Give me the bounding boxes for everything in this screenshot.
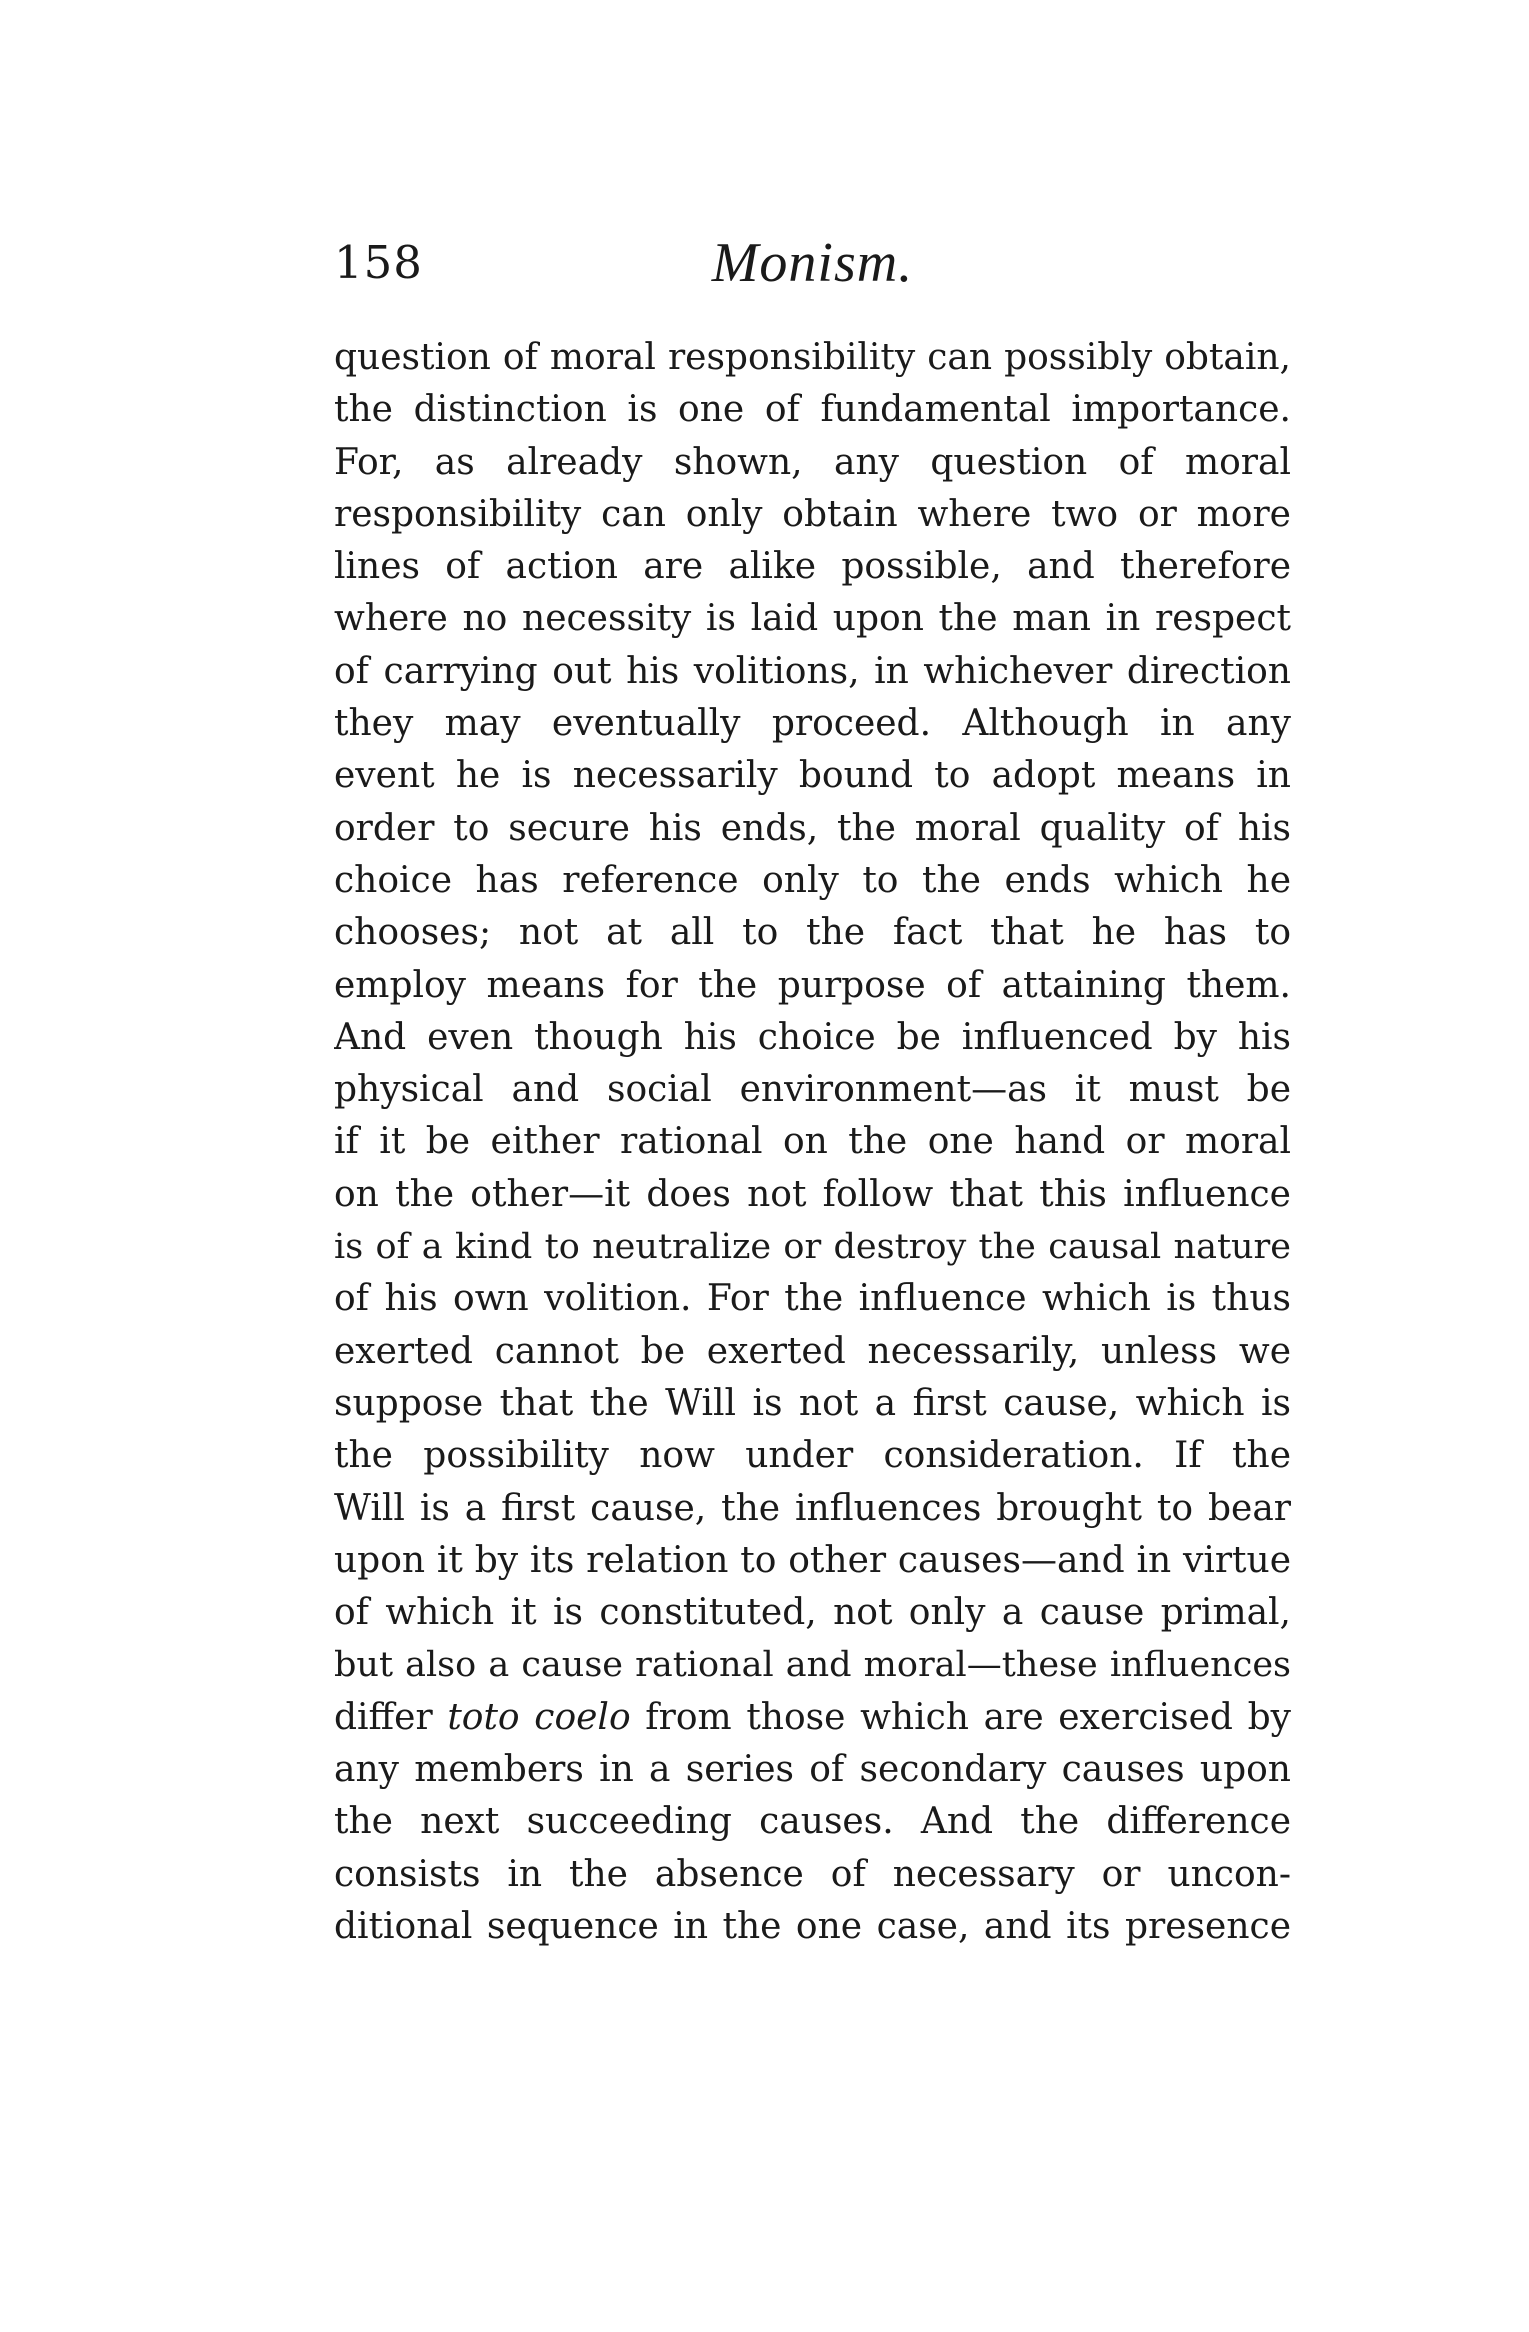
running-title: Monism. [711,232,914,294]
text-line: ditional sequence in the one case, and its presence [334,1905,1291,1947]
text-segment: from those which are exercised by [630,1696,1291,1738]
text-line: but also a cause rational and moral—these influences [334,1645,1291,1686]
text-line: And even though his choice be influenced by his [334,1016,1291,1058]
text-line: chooses; not at all to the fact that he has to [334,912,1291,954]
text-line: the distinction is one of fundamental importance. [334,389,1291,431]
text-segment: differ [334,1696,448,1738]
text-line: physical and social environment—as it must be [334,1069,1291,1111]
text-line: on the other—it does not follow that this influence [334,1173,1291,1215]
text-line: lines of action are alike possible, and therefore [334,546,1291,588]
text-line: of his own volition. For the influence which is thus [334,1278,1291,1320]
text-line-with-italic [334,1692,1291,1744]
text-line: is of a kind to neutralize or destroy the causal nature [334,1227,1291,1268]
text-line: For, as already shown, any question of moral [334,441,1291,483]
text-line: they may eventually proceed. Although in any [334,703,1291,745]
text-line: consists in the absence of necessary or uncon- [334,1853,1291,1895]
text-line: upon it by its relation to other causes—and in virtue [334,1539,1291,1581]
text-line: question of moral responsibility can possibly obtain, [334,337,1291,378]
text-line: any members in a series of secondary causes upon [334,1749,1291,1791]
page-number: 158 [334,236,423,289]
italic-phrase: toto coelo [447,1696,631,1738]
text-line: choice has reference only to the ends which he [334,859,1291,901]
text-line: suppose that the Will is not a first cause, which is [334,1382,1291,1424]
text-line: if it be either rational on the one hand or moral [334,1121,1291,1163]
text-line: event he is necessarily bound to adopt means in [334,755,1291,797]
running-head [334,228,1291,298]
text-line: employ means for the purpose of attaining them. [334,964,1291,1006]
text-line: where no necessity is laid upon the man in respect [334,598,1291,640]
text-line: the next succeeding causes. And the difference [334,1801,1291,1843]
text-line: the possibility now under consideration. If the [334,1435,1291,1477]
text-line: of which it is constituted, not only a cause primal, [334,1592,1291,1634]
text-line: order to secure his ends, the moral quality of his [334,807,1291,849]
body-text [334,332,1291,1953]
text-line: Will is a first cause, the influences brought to bear [334,1487,1291,1529]
text-line: exerted cannot be exerted necessarily, unless we [334,1330,1291,1372]
text-line: of carrying out his volitions, in whichever direction [334,650,1291,692]
text-line: responsibility can only obtain where two or more [334,493,1291,535]
